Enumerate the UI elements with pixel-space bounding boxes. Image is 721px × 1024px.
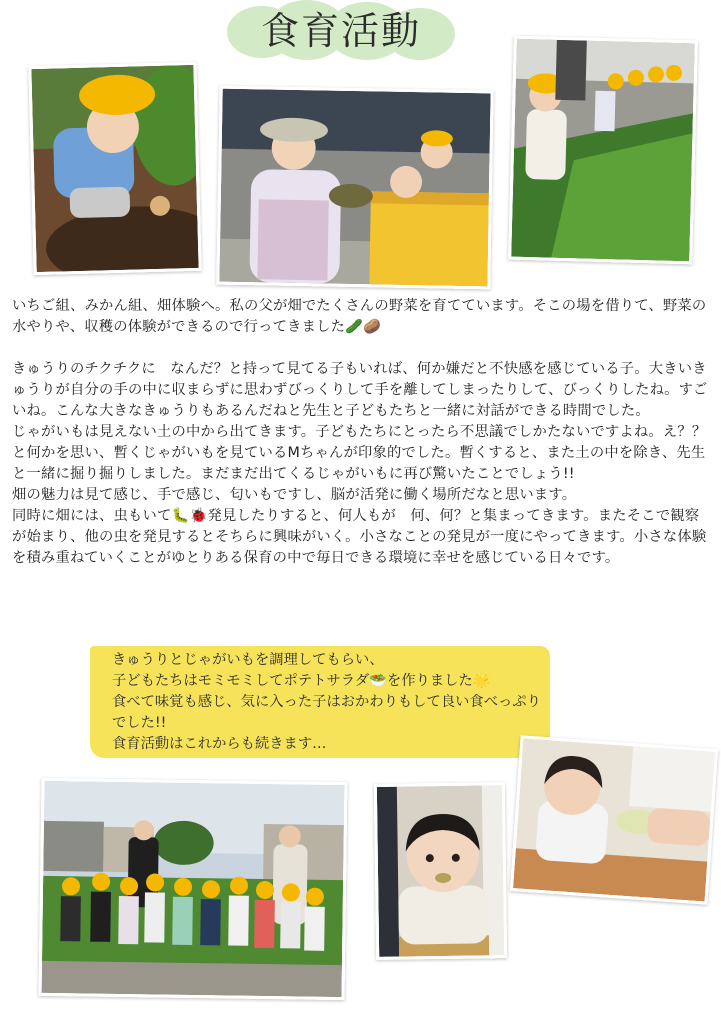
paragraph-potato: じゃがいもは見えない土の中から出てきます。子どもたちにとったら不思議でしかたないですよね。え？？と何かを思い、暫くじゃがいもを見ているMちゃんが印象的でした。暫くすると、また土の中を除き、先生と一緒に掘り掘りしました。まだまだ出てくるじゃがいもに再び驚いたことでしょう!! bbox=[12, 424, 707, 482]
photo-group bbox=[38, 778, 347, 1000]
article-body bbox=[12, 296, 712, 569]
paragraph-field: 畑の魅力は見て感じ、手で感じ、匂いもですし、脳が活発に働く場所だなと思います。 bbox=[12, 487, 577, 503]
photo-kids-in-field bbox=[508, 36, 698, 265]
paragraph-insects: 同時に畑には、虫もいて🐛🐞発見したりすると、何人もが 何、何？と集まってきます。またそこで観察が始まり、他の虫を発見するとそちらに興味がいく。小さなことの発見が一度にやってきます。小さな体験を積み重ねていくことがゆとりある保育の中で毎日できる環境に幸せを感じている日々です。 bbox=[12, 508, 707, 566]
highlight-note bbox=[112, 650, 542, 755]
note-line: 食べて味覚も感じ、気に入った子はおかわりもして良い食べっぷりでした!! bbox=[112, 694, 541, 731]
intro-paragraph: いちご組、みかん組、畑体験へ。私の父が畑でたくさんの野菜を育てています。そこの場を借りて、野菜の水やりや、収穫の体験ができるので行ってきました🥒🥔 bbox=[12, 298, 707, 335]
photo-teacher-stroller bbox=[216, 86, 493, 290]
note-line: きゅうりとじゃがいもを調理してもらい、 bbox=[112, 652, 384, 668]
page-title: 食育活動 bbox=[260, 9, 421, 53]
paragraph-cucumber: きゅうりのチクチクに なんだ？と持って見てる子もいれば、何か嫌だと不快感を感じている子。大きいきゅうりが自分の手の中に収まらずに思わずびっくりして手を離してしまったりして、びっくりしたね。すごいね。こんな大きなきゅうりもあるんだねと先生と子どもたちと一緒に対話ができる時間でした。 bbox=[12, 361, 708, 419]
title-banner bbox=[227, 0, 455, 62]
photo-child-digging bbox=[28, 62, 201, 275]
note-line: 子どもたちはモミモミしてポテトサラダ🥗を作りました🌟 bbox=[112, 673, 491, 689]
photo-child-kneading bbox=[510, 735, 718, 904]
photo-toddler-eating bbox=[374, 782, 507, 960]
note-line: 食育活動はこれからも続きます… bbox=[112, 736, 327, 752]
